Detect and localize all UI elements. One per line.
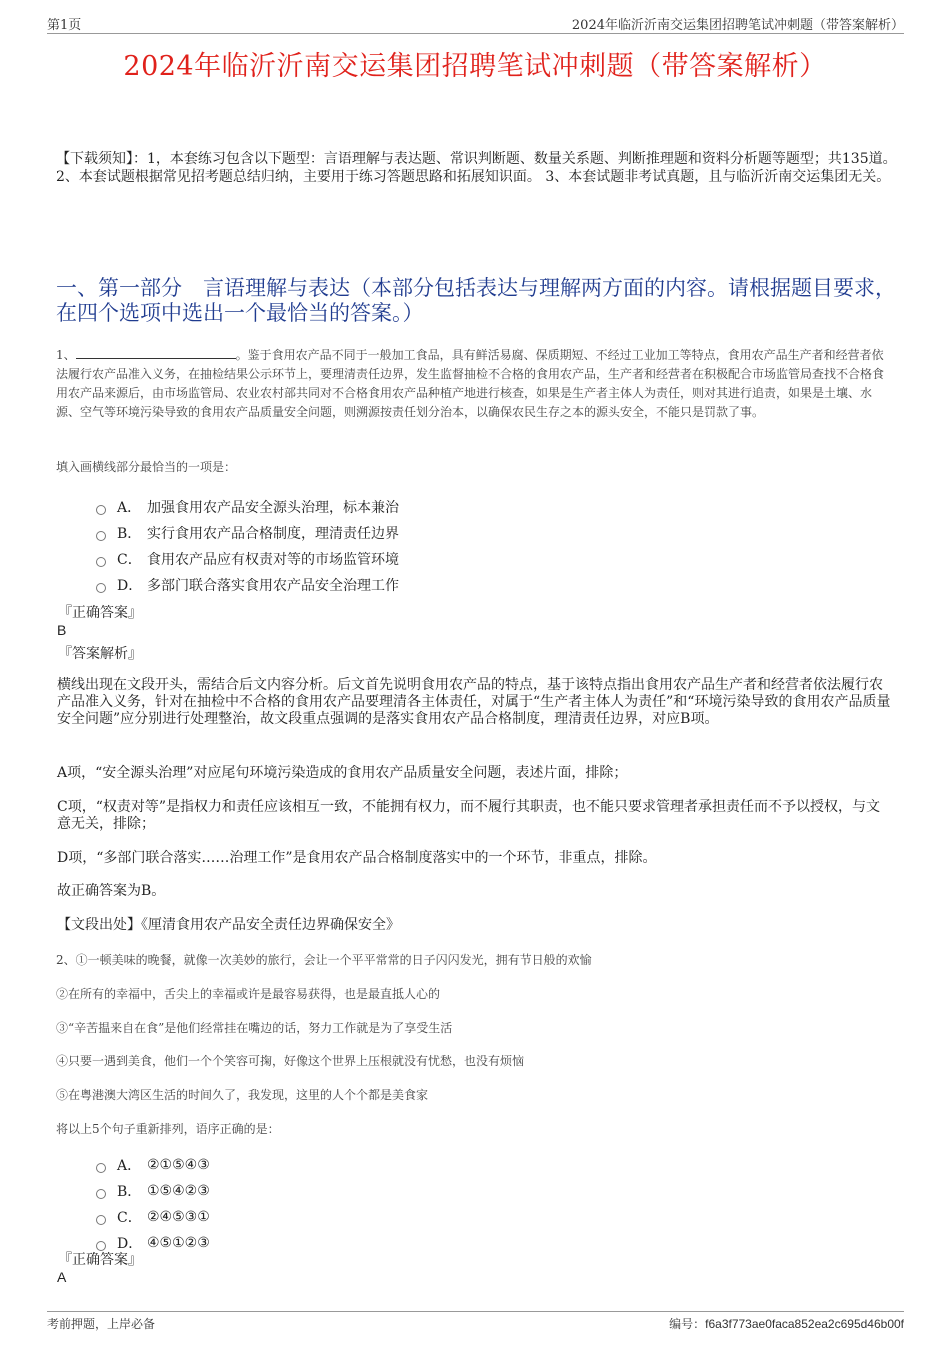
option-letter: D． (117, 1236, 143, 1252)
option-letter: D． (117, 578, 143, 594)
radio-icon[interactable] (96, 557, 106, 567)
q1-option-d[interactable] (96, 575, 399, 595)
q2-option-a[interactable] (96, 1155, 210, 1175)
header-doc-title: 2024年临沂沂南交运集团招聘笔试冲刺题（带答案解析） (571, 18, 904, 33)
page-title: 2024年临沂沂南交运集团招聘笔试冲刺题（带答案解析） (123, 51, 827, 82)
question-1-prompt: 填入画横线部分最恰当的一项是： (56, 460, 237, 474)
radio-icon[interactable] (96, 1189, 106, 1199)
q1-option-a[interactable] (96, 497, 399, 517)
option-letter: B． (117, 1184, 142, 1200)
q1-option-c[interactable] (96, 549, 399, 569)
q2-option-b[interactable] (96, 1181, 210, 1201)
radio-icon[interactable] (96, 1215, 106, 1225)
q1-answer: B (57, 622, 67, 638)
radio-icon[interactable] (96, 505, 106, 515)
footer-code-value: f6a3f773ae0faca852ea2c695d46b00f (705, 1317, 904, 1331)
option-letter: A． (117, 1158, 142, 1174)
option-text: ②④⑤③① (147, 1209, 210, 1225)
fill-blank (76, 346, 236, 359)
q1-analysis-a: A项，“安全源头治理”对应尾句环境污染造成的食用农产品质量安全问题，表述片面，排除； (57, 765, 628, 781)
option-text: 多部门联合落实食用农产品安全治理工作 (147, 578, 399, 594)
radio-icon[interactable] (96, 1163, 106, 1173)
download-notice: 【下载须知】：1，本套练习包含以下题型：言语理解与表达题、常识判断题、数量关系题、判断推理题和资料分析题等题型；共135道。 2、本套试题根据常见招考题总结归纳，主要用于练习答题思路和拓展知识面。 3、本套试题非考试真题，且与临沂沂南交运集团无关。 (56, 151, 897, 185)
option-letter: A． (117, 500, 142, 516)
header-divider (47, 33, 904, 34)
option-letter: C． (117, 1210, 142, 1226)
q1-analysis-d: D项，“多部门联合落实……治理工作”是食用农产品合格制度落实中的一个环节，非重点，排除。 (57, 850, 657, 866)
question-1-body: 。鉴于食用农产品不同于一般加工食品，具有鲜活易腐、保质期短、不经过工业加工等特点，食用农产品生产者和经营者依法履行农产品准入义务，在抽检结果公示环节上，要理清责任边界，发生监督抽检不合格的食用农产品，生产者和经营者在积极配合市场监管局查找不合格食用农产品来源后，由市场监管局、农业农村部共同对不合格食用农产品种植产地进行核查，如果是生产者主体人为责任，则对其进行追责，如果是土壤、水源、空气等环境污染导致的食用农产品质量安全问题，则溯源按责任划分治本，以确保农民生存之本的源头安全，不能只是罚款了事。 (56, 348, 885, 419)
option-text: ④⑤①②③ (147, 1235, 210, 1251)
q2-option-c[interactable] (96, 1207, 210, 1227)
footer-code (669, 1315, 904, 1332)
q1-analysis-c: C项，“权责对等”是指权力和责任应该相互一致，不能拥有权力，而不履行其职责，也不能只要求管理者承担责任而不予以授权，与文意无关，排除； (57, 799, 881, 832)
option-text: 食用农产品应有权责对等的市场监管环境 (147, 552, 399, 568)
q1-analysis-main: 横线出现在文段开头，需结合后文内容分析。后文首先说明食用农产品的特点，基于该特点指出食用农产品生产者和经营者依法履行农产品准入义务，针对在抽检中不合格的食用农产品要理清各主体责任，对属于“生产者主体人为责任”和“环境污染导致的食用农产品质量安全问题”应分别进行处理整治，故文段重点强调的是落实食用农产品合格制度，理清责任边界，对应B项。 (57, 677, 891, 727)
option-text: ①⑤④②③ (147, 1183, 210, 1199)
q2-sentence-2: ②在所有的幸福中，舌尖上的幸福或许是最容易获得，也是最直抵人心的 (56, 987, 441, 1001)
option-letter: B． (117, 526, 142, 542)
page-number: 第1页 (47, 18, 82, 33)
q1-option-b[interactable] (96, 523, 399, 543)
q2-answer-label: 『正确答案』 (58, 1252, 142, 1268)
option-letter: C． (117, 552, 142, 568)
q2-sentence-3: ③“辛苦揾来自在食”是他们经常挂在嘴边的话，努力工作就是为了享受生活 (56, 1021, 453, 1035)
radio-icon[interactable] (96, 531, 106, 541)
footer-code-label: 编号： (669, 1317, 706, 1331)
radio-icon[interactable] (96, 583, 106, 593)
q2-sentence-4: ④只要一遇到美食，他们一个个笑容可掬，好像这个世界上压根就没有忧愁，也没有烦恼 (56, 1054, 525, 1068)
q2-sentence-1: 2、①一顿美味的晚餐，就像一次美妙的旅行，会让一个平平常常的日子闪闪发光，拥有节日般的欢愉 (56, 953, 592, 967)
footer-slogan: 考前押题，上岸必备 (47, 1317, 156, 1331)
question-1-number: 1、 (56, 348, 76, 362)
question-1-text (56, 346, 892, 422)
q1-conclusion: 故正确答案为B。 (57, 883, 166, 899)
q1-analysis-label: 『答案解析』 (58, 646, 142, 662)
q2-sentence-5: ⑤在粤港澳大湾区生活的时间久了，我发现，这里的人个个都是美食家 (56, 1088, 429, 1102)
option-text: 实行食用农产品合格制度，理清责任边界 (147, 526, 399, 542)
option-text: ②①⑤④③ (147, 1157, 210, 1173)
q1-answer-label: 『正确答案』 (58, 605, 142, 621)
option-text: 加强食用农产品安全源头治理，标本兼治 (147, 500, 399, 516)
section-title: 一、第一部分 言语理解与表达（本部分包括表达与理解两方面的内容。请根据题目要求，在四个选项中选出一个最恰当的答案。） (56, 276, 896, 325)
footer-divider (47, 1311, 904, 1312)
q1-source: 【文段出处】《厘清食用农产品安全责任边界确保安全》 (57, 917, 400, 933)
q2-answer: A (57, 1269, 67, 1285)
question-2-prompt: 将以上5个句子重新排列，语序正确的是： (56, 1122, 280, 1136)
